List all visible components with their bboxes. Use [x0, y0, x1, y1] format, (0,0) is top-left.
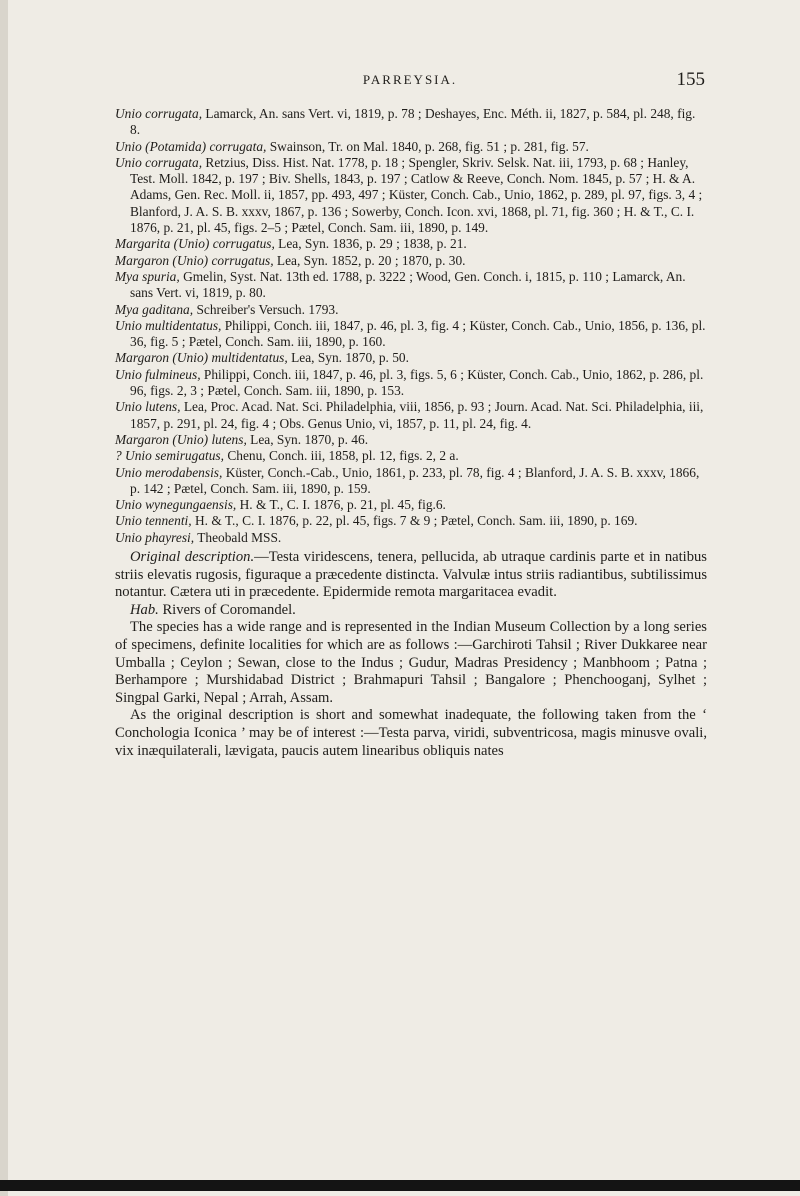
taxon-name: Margaron (Unio) corrugatus,: [115, 252, 274, 268]
citation-text: Lea, Syn. 1870, p. 46.: [246, 431, 369, 447]
synonymy-entry: [115, 155, 707, 236]
taxon-name: Unio corrugata,: [115, 106, 203, 121]
running-head: [115, 69, 705, 94]
body-paragraph: [115, 549, 707, 602]
paragraph-text: —Testa viridescens, tenera, pellucida, ab utraque cardinis parte et in natibus striis elevatis rugosis, figuraque a præcedente distincta. Valvulæ intus striis radiantibus, subtilissimus notantur. Cætera uti in præcedente. Epidermide remota margaritacea evadit.: [115, 549, 707, 601]
paragraph-text: As the original description is short and somewhat inadequate, the following taken from the ‘ Conchologia Iconica ’ may be of interest :—Testa parva, viridi, subventricosa, magis minusve ovali, vix inæquilaterali, lævigata, paucis autem linearibus obliquis nates: [115, 707, 707, 759]
page-gutter-shadow: [0, 0, 8, 1196]
citation-text: H. & T., C. I. 1876, p. 22, pl. 45, figs. 7 & 9 ; Pætel, Conch. Sam. iii, 1890, p. 169.: [191, 513, 638, 529]
body-paragraph: [115, 707, 707, 760]
synonymy-entry: [115, 350, 707, 366]
page-number: 155: [676, 69, 705, 90]
running-title: PARREYSIA.: [362, 72, 458, 87]
synonymy-entry: [115, 318, 707, 351]
taxon-name: Unio fulmineus,: [115, 366, 201, 382]
citation-text: Lea, Syn. 1836, p. 29 ; 1838, p. 21.: [274, 236, 467, 252]
citation-text: Schreiber's Versuch. 1793.: [193, 301, 339, 317]
synonymy-entry: [115, 302, 707, 318]
synonymy-entry: [115, 106, 707, 139]
synonymy-entry: [115, 432, 707, 448]
paragraph-text: The species has a wide range and is represented in the Indian Museum Collection by a long series of specimens, definite localities for which are as follows :—Garchiroti Tahsil ; River Dukkaree near Umballa ; Ceylon ; Sewan, close to the Indus ; Gudur, Madras Presidency ; Manbhoom ; Patna ; Berhampore ; Murshidabad District ; Brahmapuri Tahsil ; Bangalore ; Phenchooganj, Sylhet ; Singpal Garki, Nepal ; Arrah, Assam.: [115, 619, 707, 706]
taxon-name: Unio phayresi,: [115, 529, 195, 545]
citation-text: Lea, Proc. Acad. Nat. Sci. Philadelphia, viii, 1856, p. 93 ; Journ. Acad. Nat. Sci. Philadelphia, iii, 1857, p. 291, pl. 24, fig. 4 ; Obs. Genus Unio, vi, 1857, p. 11, pl. 24, fig. 4.: [130, 399, 704, 431]
synonymy-list: [115, 106, 707, 546]
citation-text: Theobald MSS.: [194, 529, 282, 545]
taxon-name: Margarita (Unio) corrugatus,: [115, 236, 275, 252]
page-body: [115, 106, 707, 760]
taxon-name: Mya spuria,: [115, 268, 180, 284]
synonymy-entry: [115, 465, 707, 498]
synonymy-entry: [115, 236, 707, 252]
text-paragraphs: [115, 549, 707, 760]
taxon-name: Margaron (Unio) lutens,: [115, 431, 247, 447]
synonymy-entry: [115, 367, 707, 400]
paragraph-text: Rivers of Coromandel.: [158, 601, 296, 618]
synonymy-entry: [115, 530, 707, 546]
synonymy-entry: [115, 269, 707, 302]
bottom-rule: [0, 1180, 800, 1191]
citation-text: Swainson, Tr. on Mal. 1840, p. 268, fig. 51 ; p. 281, fig. 57.: [266, 138, 589, 154]
taxon-name: Unio (Potamida) corrugata,: [115, 138, 267, 154]
citation-text: Chenu, Conch. iii, 1858, pl. 12, figs. 2, 2 a.: [224, 448, 459, 464]
taxon-name: Mya gaditana,: [115, 301, 194, 317]
citation-text: Lamarck, An. sans Vert. vi, 1819, p. 78 ; Deshayes, Enc. Méth. ii, 1827, p. 584, pl. 248, fig. 8.: [130, 106, 696, 138]
paragraph-lead: Hab.: [130, 601, 159, 618]
paragraph-lead: Original description.: [130, 549, 255, 566]
taxon-name: Margaron (Unio) multidentatus,: [115, 350, 288, 366]
body-paragraph: [115, 619, 707, 707]
body-paragraph: [115, 602, 707, 620]
synonymy-entry: [115, 497, 707, 513]
synonymy-entry: [115, 448, 707, 464]
citation-text: H. & T., C. I. 1876, p. 21, pl. 45, fig.6.: [236, 497, 446, 513]
taxon-name: Unio merodabensis,: [115, 464, 223, 480]
synonymy-entry: [115, 399, 707, 432]
citation-text: Küster, Conch.-Cab., Unio, 1861, p. 233, pl. 78, fig. 4 ; Blanford, J. A. S. B. xxxv, 1866, p. 142 ; Pætel, Conch. Sam. iii, 1890, p. 159.: [130, 464, 700, 496]
taxon-name: Unio tennenti,: [115, 513, 192, 529]
citation-text: Philippi, Conch. iii, 1847, p. 46, pl. 3, figs. 5, 6 ; Küster, Conch. Cab., Unio, 1862, p. 286, pl. 96, figs. 2, 3 ; Pætel, Conch. Sam. iii, 1890, p. 153.: [130, 366, 704, 399]
taxon-name: ? Unio semirugatus,: [115, 448, 224, 464]
citation-text: Lea, Syn. 1870, p. 50.: [287, 350, 409, 366]
citation-text: Philippi, Conch. iii, 1847, p. 46, pl. 3, fig. 4 ; Küster, Conch. Cab., Unio, 1856, p. 136, pl. 36, fig. 5 ; Pætel, Conch. Sam. iii, 1890, p. 160.: [130, 317, 706, 350]
synonymy-entry: [115, 513, 707, 529]
citation-text: Lea, Syn. 1852, p. 20 ; 1870, p. 30.: [273, 252, 466, 268]
taxon-name: Unio corrugata,: [115, 154, 203, 170]
taxon-name: Unio wynegungaensis,: [115, 497, 237, 513]
citation-text: Gmelin, Syst. Nat. 13th ed. 1788, p. 3222 ; Wood, Gen. Conch. i, 1815, p. 110 ; Lamarck, An. sans Vert. vi, 1819, p. 80.: [130, 268, 686, 301]
taxon-name: Unio lutens,: [115, 399, 181, 415]
citation-text: Retzius, Diss. Hist. Nat. 1778, p. 18 ; Spengler, Skriv. Selsk. Nat. iii, 1793, p. 68 ; Hanley, Test. Moll. 1842, p. 197 ; Biv. Shells, 1843, p. 197 ; Catlow & Reeve, Conch. Nom. 1845, p. 57 ; H. & A. Adams, Gen. Rec. Moll. ii, 1857, pp. 493, 497 ; Küster, Conch. Cab., Unio, 1862, p. 289, pl. 97, figs. 3, 4 ; Blanford, J. A. S. B. xxxv, 1867, p. 136 ; Sowerby, Conch. Icon. xvi, 1868, pl. 71, fig. 360 ; H. & T., C. I. 1876, p. 21, pl. 45, figs. 2–5 ; Pætel, Conch. Sam. iii, 1890, p. 149.: [130, 154, 703, 236]
taxon-name: Unio multidentatus,: [115, 317, 222, 333]
synonymy-entry: [115, 139, 707, 155]
synonymy-entry: [115, 253, 707, 269]
